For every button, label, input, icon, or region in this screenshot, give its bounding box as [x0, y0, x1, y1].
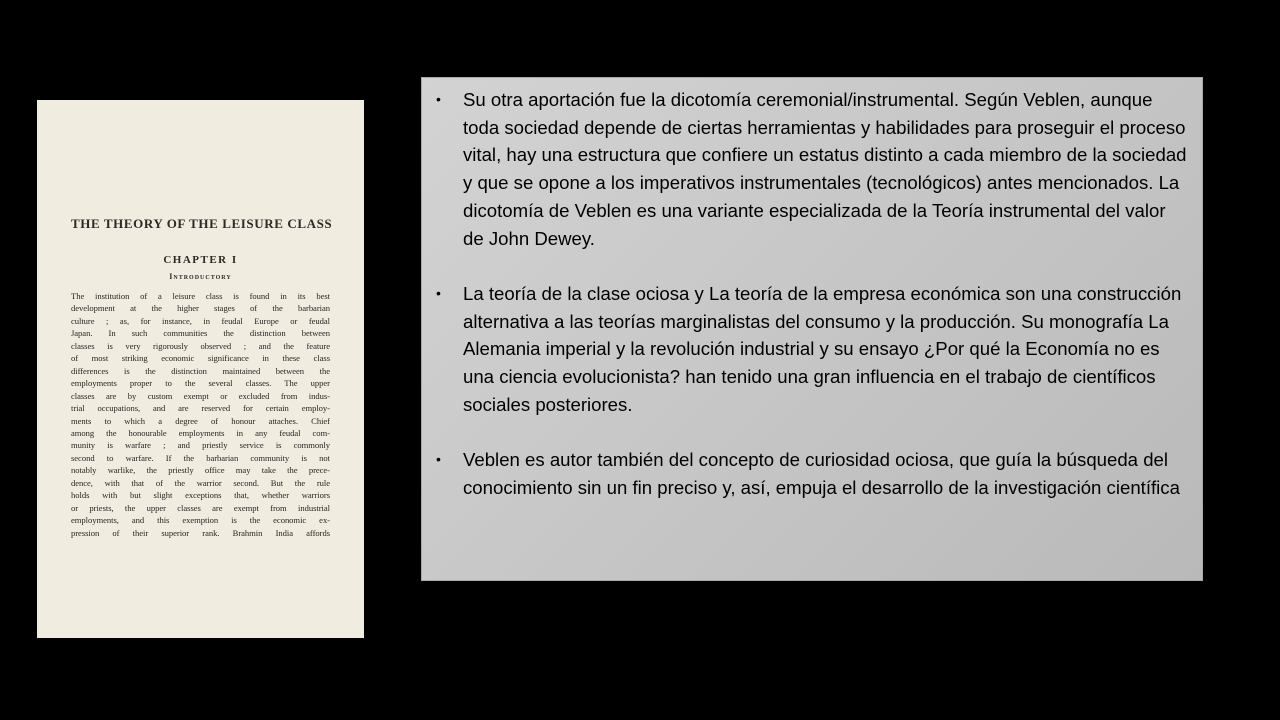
bullet-icon: •: [436, 451, 441, 468]
bullet-item: [436, 446, 1190, 501]
bullet-icon: •: [436, 91, 441, 107]
book-line: trial occupations, and are reserved for certain employ-: [71, 403, 330, 414]
bullet-text: Veblen es autor también del concepto de curiosidad ociosa, que guía la búsqueda del conocimiento sin un fin preciso y, así, empuja el desarrollo de la investigación científica: [463, 449, 1180, 498]
book-line: of most striking economic significance in these class: [71, 353, 330, 364]
book-line: holds with but slight exceptions that, whether warriors: [71, 490, 330, 501]
book-section-heading: Introductory: [169, 272, 232, 281]
book-line: notably warlike, the priestly office may take the prece-: [71, 465, 330, 476]
book-title: THE THEORY OF THE LEISURE CLASS: [71, 216, 333, 231]
bullet-item: [436, 280, 1190, 419]
book-line: employments, and this exemption is the economic ex-: [71, 515, 330, 526]
book-line: ments to which a degree of honour attaches. Chief: [71, 415, 330, 426]
bullet-item: [436, 86, 1190, 252]
bullet-text: Su otra aportación fue la dicotomía ceremonial/instrumental. Según Veblen, aunque toda sociedad depende de ciertas herramientas y habilidades para proseguir el proceso vital, hay una estructura que confiere un estatus distinto a cada miembro de la sociedad y que se opone a los imperativos instrumentales (tecnológicos) antes mencionados. La dicotomía de Veblen es una variante especializada de la Teoría instrumental del valor de John Dewey.: [463, 89, 1187, 249]
book-line: or priests, the upper classes are exempt from industrial: [71, 502, 330, 513]
book-line: classes are by custom exempt or excluded from indus-: [71, 390, 330, 401]
bullet-list: [436, 86, 1190, 502]
book-line: culture ; as, for instance, in feudal Europe or feudal: [71, 315, 330, 326]
book-chapter-heading: CHAPTER I: [163, 254, 238, 266]
book-line: dence, with that of the warrior second. But the rule: [71, 477, 330, 488]
book-line: among the honourable employments in any feudal com-: [71, 427, 330, 438]
book-line: classes is very rigorously observed ; and the feature: [71, 340, 330, 351]
book-line: second to warfare. If the barbarian community is not: [71, 452, 330, 463]
book-line: employments proper to the several classes. The upper: [71, 378, 330, 389]
bullet-text: La teoría de la clase ociosa y La teoría de la empresa económica son una construcción alternativa a las teorías marginalistas del consumo y la producción. Su monografía La Alemania imperial y la revolución industrial y su ensayo ¿Por qué la Economía no es una ciencia evolucionista? han tenido una gran influencia en el trabajo de científicos sociales posteriores.: [463, 282, 1182, 415]
bullet-icon: •: [436, 284, 441, 301]
book-line: differences is the distinction maintained between the: [71, 365, 330, 376]
book-line: munity is warfare ; and priestly service is commonly: [71, 440, 330, 451]
book-line: Japan. In such communities the distinction between: [71, 328, 330, 339]
text-panel: [421, 77, 1203, 581]
book-line: The institution of a leisure class is found in its best: [71, 291, 330, 301]
book-line: pression of their superior rank. Brahmin India affords: [71, 527, 330, 538]
book-body-text: [71, 290, 330, 539]
book-page-image: [37, 100, 364, 638]
book-line: development at the higher stages of the barbarian: [71, 303, 330, 314]
